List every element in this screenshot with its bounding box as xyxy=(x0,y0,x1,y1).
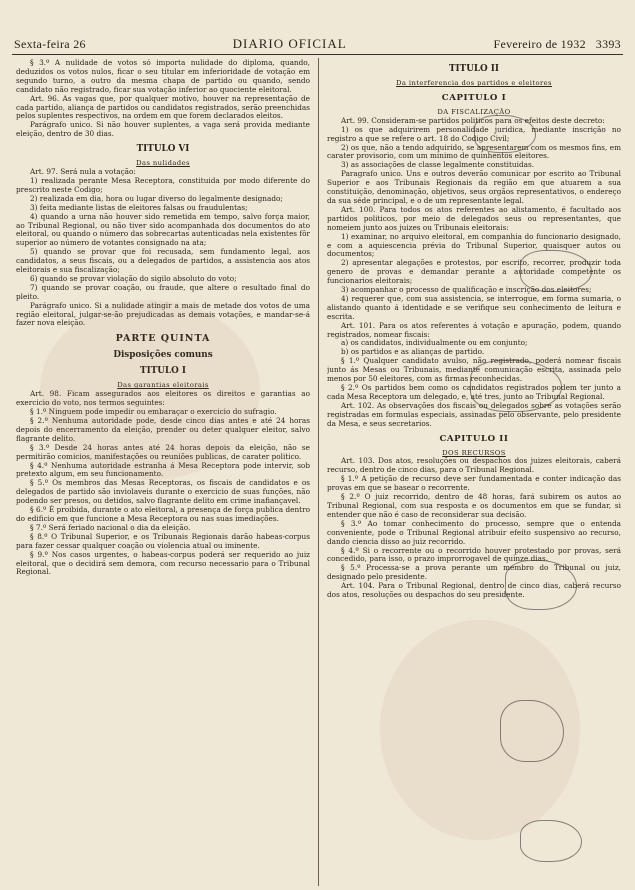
paragraph: § 3.º Ao tomar conhecimento do processo, sempre que o entenda conveniente, pode o Tribunal Regional atribuir efeito suspensivo ao recurso, dando ciencia disso ao juiz recorrido. xyxy=(327,518,621,546)
header-page-number: 3393 xyxy=(595,37,621,51)
paragraph: Parágrafo unico. Si não houver suplentes, a vaga será provida mediante eleição, dentro de 30 dias. xyxy=(16,120,310,139)
paragraph: § 2.º Os partidos bem como os candidatos registrados podem ter junto a cada Mesa Receptora um delegado, e, até tres, junto ao Tribunal Regional. xyxy=(327,383,621,401)
paragraph: Art. 102. As observações dos fiscais ou delegados sobre as votações serão registradas em formulas especiais, assinadas pelo observante, pelo presidente da Mesa, e seus secretarios. xyxy=(327,400,621,428)
paragraph: 4) quando a urna não houver sido remetida em tempo, salvo força maior, ao Tribunal Regional, ou não tiver sido acompanhada dos documentos do ato eleitoral, ou quando o número das sobrecartas autenticadas nela existentes fôr superior ao número de votantes consignado na ata; xyxy=(16,211,310,248)
header-rule xyxy=(12,54,623,55)
header-right xyxy=(493,37,621,52)
paragraph: § 2.º Nenhuma autoridade pode, desde cinco dias antes e até 24 horas depois do encerramento da eleição, prender ou deter qualquer eleitor, salvo flagrante delito. xyxy=(16,416,310,443)
paragraph: 1) examinar, no arquivo eleitoral, em companhia do funcionario designado, e com a aquiescencia prévia do Tribunal Superior, quaisquer autos ou documentos; xyxy=(327,231,621,259)
paragraph: Paragrafo unico. Uns e outros deverão comunicar por escrito ao Tribunal Superior e aos Tribunais Regionais da região em que atuarem a sua constituição, denominação, objetivos, seus orgãos representativos, o endereço da sua séde principal, e o de um representante legal. xyxy=(327,169,621,205)
paragraph: Art. 103. Dos atos, resoluções ou despachos dos juizes eleitorais, caberá recurso, dentro de cinco dias, para o Tribunal Regional. xyxy=(327,456,621,475)
section-heading: Disposições comuns xyxy=(113,350,213,361)
handwritten-mark xyxy=(520,250,592,292)
paragraph: Parágrafo unico. Si a nulidade atingir a mais de metade dos votos de uma região eleitoral, julgar-se-ão prejudicadas as demais votações, e mandar-se-á fazer nova eleição. xyxy=(16,300,310,328)
section-heading: TITULO I xyxy=(140,366,186,377)
header-publication-title: DIARIO OFICIAL xyxy=(232,36,347,51)
paragraph: Art. 98. Ficam assegurados aos eleitores os direitos e garantias ao exercicio do voto, nos termos seguintes: xyxy=(16,389,310,408)
column-divider xyxy=(318,58,319,886)
section-heading: Da interferencia dos partidos e eleitores xyxy=(396,79,552,87)
paragraph: 4) requerer que, com sua assistencia, se interrogue, em forma sumaria, o alistando quanto á identidade e se verifique seu conhecimento de leitura e escrita. xyxy=(327,293,621,321)
paragraph: 3) feita mediante listas de eleitores falsas ou fraudulentas; xyxy=(30,202,248,212)
paragraph: 7) quando se provar coação, ou fraude, que altere o resultado final do pleito. xyxy=(16,282,310,301)
paragraph: § 3.º A nulidade de votos só importa nulidade do diploma, quando, deduzidos os votos nulos, ficar o seu titular em inferioridade de votação em segundo turno, a outro da mesma chapa de partido ou quando, sendo candidato não registrado, ficar sua votação inferior ao quociente eleitoral. xyxy=(16,59,310,94)
paragraph: § 1.º Qualquer candidato avulso, não registrado, poderá nomear fiscais junto ás Mesas ou Tribunais, mediante comunicação escrita, assinada pelo menos por 50 eleitores, com as firmas reconhecidas. xyxy=(327,356,621,384)
paragraph: § 6.º É proibida, durante o ato eleitoral, a presença de força publica dentro do edificio em que funcione a Mesa Receptora ou nas suas imediações. xyxy=(16,505,310,523)
paragraph: 6) quando se provar violação do sigilo absoluto do voto; xyxy=(30,273,237,283)
paragraph: § 8.º O Tribunal Superior, e os Tribunais Regionais darão habeas-corpus para fazer cessar qualquer coação ou violencia atual ou iminente. xyxy=(16,531,310,550)
paragraph: 5) quando se provar que foi recusada, sem fundamento legal, aos candidatos, a seus fiscais, ou a delegados de partidos, a assistencia aos atos eleitorais e sua fiscalização; xyxy=(16,247,310,275)
paragraph: § 5.º Os membros das Mesas Receptoras, os fiscais de candidatos e os delegados de partido são inviolaveis durante o exercicio de suas funções, não podendo ser presos, ou detidos, salvo flagrante delito em crime inafiançavel. xyxy=(16,478,310,506)
page-header xyxy=(14,36,621,52)
section-heading: DOS RECURSOS xyxy=(442,448,506,457)
section-heading: PARTE QUINTA xyxy=(115,333,211,345)
paper-stain xyxy=(40,300,260,480)
paragraph: 2) realizada em dia, hora ou lugar diverso do legalmente designado; xyxy=(30,193,283,203)
paragraph: Art. 100. Para todos os atos referentes ao alistamento, é facultado aos partidos politicos, por meio de delegados seus ou representantes, que nomeiem junto aos juizes ou Tribunais eleitorais: xyxy=(327,204,621,232)
paragraph: a) os candidatos, individualmente ou em conjunto; xyxy=(341,338,528,348)
handwritten-mark xyxy=(470,360,562,412)
paragraph: Art. 99. Consideram-se partidos politicos para os efeitos deste decreto: xyxy=(341,115,605,125)
section-heading: Das nulidades xyxy=(136,159,190,168)
paragraph: 1) realizada perante Mesa Receptora, constituida por modo diferente do prescrito neste Codigo; xyxy=(16,175,310,194)
section-heading: TITULO II xyxy=(448,64,500,74)
paragraph: 3) as associações de classe legalmente constituidas. xyxy=(341,160,535,170)
paragraph: Art. 96. As vagas que, por qualquer motivo, houver na representação de cada partido, aliança de partidos ou candidatos registrados, serão preenchidas pelos suplentes respectivos, na ordem em que forem declarados eleitos. xyxy=(16,93,310,121)
section-heading: Das garantias eleitorais xyxy=(117,381,209,390)
paragraph: 2) os que, não a tendo adquirido, se apresentarem com os mesmos fins, em carater provisorio, com um minimo de quinhentos eleitores. xyxy=(327,142,621,161)
paragraph: 1) os que adquirirem personalidade juridica, mediante inscrição no registro a que se refere o art. 18 do Codigo Civil; xyxy=(327,124,621,143)
paragraph: § 4.º Nenhuma autoridade estranha á Mesa Receptora pode intervir, sob pretexto algum, em seu funcionamento. xyxy=(16,460,310,479)
paragraph: Art. 101. Para os atos referentes á votação e apuração, podem, quando registrados, nomear fiscais: xyxy=(327,320,621,339)
paragraph: Art. 104. Para o Tribunal Regional, dentro de cinco dias, caberá recurso dos atos, resoluções ou despachos do seu presidente. xyxy=(327,581,621,600)
section-heading: DA FISCALIZAÇÃO xyxy=(437,107,511,116)
handwritten-mark xyxy=(505,560,577,610)
handwritten-mark xyxy=(474,115,536,153)
paragraph: § 3.º Desde 24 horas antes até 24 horas depois da eleição, não se permitirão comicios, manifestações ou reuniões publicas, de carater politico. xyxy=(16,442,310,461)
paragraph: § 5.º Processa-se a prova perante um membro do Tribunal ou juiz, designado pelo presidente. xyxy=(327,563,621,582)
paragraph: Art. 97. Será nula a votação: xyxy=(30,167,136,177)
paragraph: 2) apresentar alegações e protestos, por escrito, recorrer, produzir toda genero de provas e demandar perante a autoridade competente os funcionarios eleitorais; xyxy=(327,258,621,286)
paragraph: § 1.º Ninguem pode impedir ou embaraçar o exercicio do sufragio. xyxy=(30,407,277,417)
handwritten-mark xyxy=(500,700,564,762)
section-heading: TITULO VI xyxy=(136,144,190,155)
header-date: Sexta-feira 26 xyxy=(14,37,86,51)
paragraph: b) os partidos e as alianças de partido. xyxy=(341,347,485,357)
paragraph: § 7.º Será feriado nacional o dia da eleição. xyxy=(30,522,191,532)
paragraph: § 1.º A petição de recurso deve ser fundamentada e conter indicação das provas em que se basear o recorrente. xyxy=(327,474,621,493)
paragraph: § 4.º Si o recorrente ou o recorrido houver protestado por provas, será concedido, para isso, o prazo improrrogavel de quinze dias. xyxy=(327,545,621,564)
paragraph: 3) acompanhar o processo de qualificação e inscrição dos eleitores; xyxy=(341,285,592,295)
paragraph: § 2.º O juiz recorrido, dentro de 48 horas, fará subirem os autos ao Tribunal Regional, com sua resposta e os documentos em que se fundar, si entender que não é caso de reconsiderar sua decisão. xyxy=(327,492,621,519)
section-heading: CAPITULO I xyxy=(441,92,507,103)
header-month-year: Fevereiro de 1932 xyxy=(493,37,586,51)
paragraph: § 9.º Nos casos urgentes, o habeas-corpus poderá ser requerido ao juiz eleitoral, que o decidirá sem demora, com recurso necessario para o Tribunal Regional. xyxy=(16,549,310,577)
section-heading: CAPITULO II xyxy=(439,433,509,444)
handwritten-mark xyxy=(520,820,582,862)
